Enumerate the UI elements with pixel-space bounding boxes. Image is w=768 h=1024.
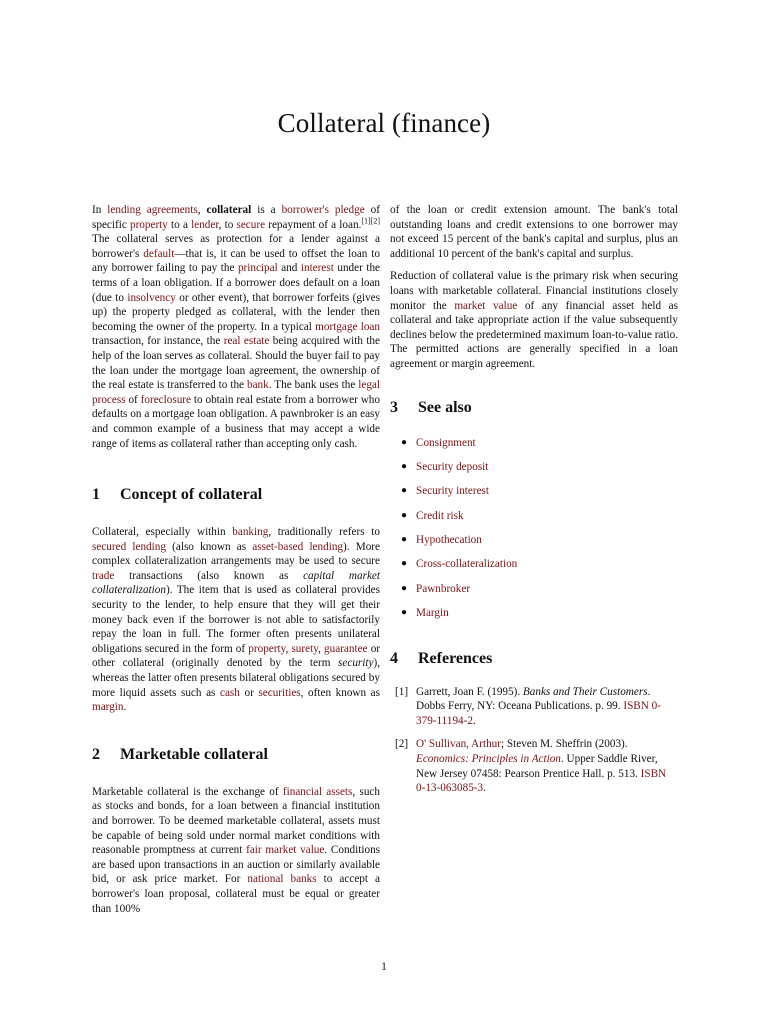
list-item (390, 484, 678, 508)
references-list (390, 685, 678, 796)
link-asset-based-lending[interactable]: asset-based lending (252, 540, 344, 553)
link-market-value[interactable]: market value (454, 299, 518, 312)
link-author-osullivan[interactable]: O' Sullivan, Arthur (416, 738, 501, 751)
section-heading-references: 4 References (390, 649, 493, 667)
link-pawnbroker[interactable]: Pawnbroker (416, 582, 471, 595)
bullet-icon: ● (401, 607, 408, 619)
citation-1-2[interactable]: [1][2] (361, 215, 381, 225)
link-mortgage-loan[interactable]: mortgage loan (315, 320, 380, 333)
collateral-reduction-paragraph: Reduction of collateral value is the primary risk when securing loans with marketable collateral. Financial institutions closely monitor the market value of any financial asset held as collateral and take appropriate action if the value subsequently declines below the predetermined maximum loan-to-value ratio. The permitted actions are generally specified in a loan agreement or margin agreement. (390, 270, 678, 370)
marketable-paragraph: Marketable collateral is the exchange of financial assets, such as stocks and bonds, for a loan between a financial institution and borrower. To be deemed marketable collateral, assets must be capable of being sold under normal market conditions with reasonable promptness at current fair market value. Conditions are based upon transactions in an auction or similarly available bid, or ask price market. For national banks to accept a borrower's loan proposal, collateral must be equal or greater than 100% (92, 785, 381, 915)
page-number: 1 (381, 961, 387, 973)
bullet-icon: ● (401, 485, 408, 497)
link-foreclosure[interactable]: foreclosure (140, 393, 191, 406)
right-column (390, 203, 678, 805)
section-heading-marketable: 2 Marketable collateral (92, 745, 268, 763)
link-consignment[interactable]: Consignment (416, 436, 476, 449)
link-bank[interactable]: bank (246, 379, 269, 392)
concept-paragraph: Collateral, especially within banking, traditionally refers to secured lending (also known as asset-based lending). More complex collateralization arrangements may be used to secure trade transactions (also known as capital market collateralization). The item that is used as collateral provides security to the lender, to help ensure that they will get their money back even if the borrower is not able to satisfactorily repay the loan in full. The former often presents unilateral obligations secured in the form of property, surety, guarantee or other collateral (originally denoted by the term security), whereas the latter often presents bilateral obligations secured by more liquid assets such as cash or securities, often known as margin. (92, 526, 381, 714)
link-lender[interactable]: lender (191, 218, 219, 231)
marketable-paragraph-continued: of the loan or credit extension amount. The bank's total outstanding loans and credit extensions to one borrower may not exceed 15 percent of the bank's capital and surplus, plus an additional 10 percent of the bank's capital and surplus. (390, 204, 678, 260)
link-isbn-1[interactable]: ISBN 0-379-11194-2 (416, 700, 661, 727)
section-heading-see-also: 3 See also (390, 398, 472, 416)
section-heading-concept: 1 Concept of collateral (92, 486, 263, 504)
link-isbn-2[interactable]: ISBN 0-13-063085-3 (416, 767, 667, 795)
link-hypothecation[interactable]: Hypothecation (416, 534, 482, 547)
list-item (390, 533, 678, 557)
link-legal-process[interactable]: legal process (92, 379, 381, 406)
intro-paragraph: In lending agreements, collateral is a borrower's pledge of specific property to a lender, to secure repayment of a loan.[1][2] The collateral serves as protection for a lender against a borrower's default—that is, it can be used to offset the loan to any borrower failing to pay the principal and interest under the terms of a loan obligation. If a borrower does default on a loan (due to insolvency or other event), that borrower forfeits (gives up) the property pledged as collateral, with the lender then becoming the owner of the property. In a typical mortgage loan transaction, for instance, the real estate being acquired with the help of the loan serves as collateral. Should the buyer fail to pay the loan under the mortgage loan agreement, the ownership of the real estate is transferred to the bank. The bank uses the legal process of foreclosure to obtain real estate from a borrower who defaults on a mortgage loan obligation. A pawnbroker is an easy and common example of a business that may accept a wide range of items as collateral rather than accepting only cash. (92, 204, 381, 450)
list-item (390, 509, 678, 533)
bullet-icon: ● (401, 558, 408, 570)
link-trade[interactable]: trade (92, 569, 115, 582)
link-securities[interactable]: securities (258, 686, 301, 699)
list-item (390, 460, 678, 484)
link-surety[interactable]: surety (291, 642, 319, 655)
list-item (390, 606, 678, 630)
link-default[interactable]: default (143, 247, 175, 260)
list-item (390, 582, 678, 606)
link-interest[interactable]: interest (300, 262, 334, 275)
link-cash[interactable]: cash (220, 686, 240, 699)
link-principal[interactable]: principal (237, 262, 278, 275)
link-real-estate[interactable]: real estate (223, 335, 270, 348)
bullet-icon: ● (401, 534, 408, 546)
link-national-banks[interactable]: national banks (247, 873, 317, 886)
reference-item: [2] O' Sullivan, Arthur; Steven M. Sheffrin (2003). Economics: Principles in Action. Upper Saddle River, New Jersey 07458: Pearson Prentice Hall. p. 513. ISBN 0-13-063085-3. (395, 738, 667, 795)
link-banking[interactable]: banking (232, 526, 269, 539)
link-borrowers-pledge[interactable]: borrower's pledge (281, 204, 365, 216)
reference-item: [1] Garrett, Joan F. (1995). Banks and Their Customers. Dobbs Ferry, NY: Oceana Publications. p. 99. ISBN 0-379-11194-2. (395, 685, 661, 727)
link-insolvency[interactable]: insolvency (127, 291, 176, 304)
bullet-icon: ● (401, 460, 408, 472)
list-item (390, 557, 678, 581)
link-secure[interactable]: secure (236, 218, 266, 231)
link-economics-title[interactable]: Economics: Principles in Action (416, 753, 561, 766)
list-item (390, 436, 678, 460)
bullet-icon: ● (401, 509, 408, 521)
link-security-interest[interactable]: Security interest (416, 485, 490, 498)
bullet-icon: ● (401, 582, 408, 594)
page-title: Collateral (finance) (277, 108, 491, 138)
term-collateral: collateral (206, 204, 252, 216)
link-cross-collateralization[interactable]: Cross-collateralization (416, 558, 518, 571)
link-secured-lending[interactable]: secured lending (92, 540, 166, 553)
link-guarantee[interactable]: guarantee (324, 642, 368, 655)
link-margin[interactable]: margin (92, 701, 124, 714)
link-property[interactable]: property (129, 218, 168, 231)
link-margin-see-also[interactable]: Margin (416, 607, 449, 620)
bullet-icon: ● (401, 436, 408, 448)
link-property-2[interactable]: property (248, 642, 286, 655)
link-lending-agreements[interactable]: lending agreements (107, 204, 198, 216)
link-financial-assets[interactable]: financial assets (282, 785, 353, 798)
link-fair-market-value[interactable]: fair market value (246, 844, 325, 857)
see-also-list (390, 436, 678, 631)
link-credit-risk[interactable]: Credit risk (416, 509, 464, 522)
left-column (92, 203, 380, 924)
link-security-deposit[interactable]: Security deposit (416, 460, 489, 473)
